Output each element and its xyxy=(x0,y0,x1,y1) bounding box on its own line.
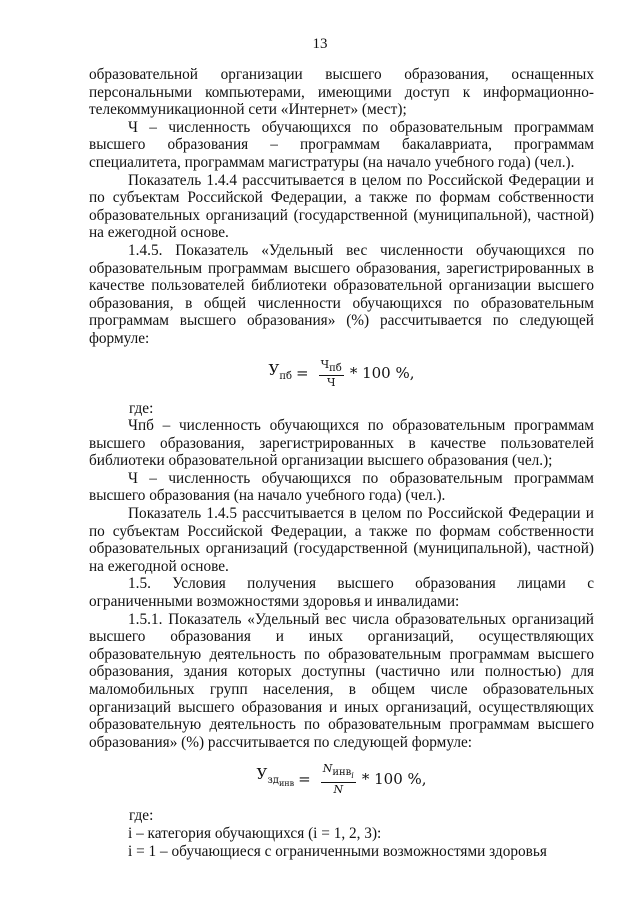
paragraph-indicator-1-5-1: 1.5.1. Показатель «Удельный вес числа образовательных организаций высшего образования и иных организаций, осуществляющих образовательную деятельность по образовательным программам высшего образования, здания которых доступны (частично или полностью) для маломобильных групп населения, в общем числе образовательных организаций высшего образования и иных организаций, осуществляющих образовательную деятельность по образовательным программам высшего образования» (%) рассчитывается по следующей формуле: xyxy=(89,610,594,751)
formula-numerator: $Ч_{пб}$ xyxy=(320,357,342,375)
formula-lhs: $У_{зд_{инв}}$ xyxy=(256,765,295,789)
formula-library-users: $У_{пб}$ = $\frac{Ч_{пб}}{Ч}$ * 100 %, xyxy=(268,357,415,390)
formula-rhs: * 100 %, xyxy=(349,363,415,382)
document-body xyxy=(89,66,594,860)
paragraph-ch-definition: Ч – численность обучающихся по образовательным программам высшего образования – программам бакалавриата, программам специалитета, программам магистратуры (на начало учебного года) (чел.). xyxy=(89,118,594,171)
formula-rhs: * 100 %, xyxy=(361,769,427,788)
formula-lhs: $У_{пб}$ xyxy=(268,360,293,382)
page-number: 13 xyxy=(312,36,328,52)
paragraph-continuation: образовательной организации высшего образования, оснащенных персональными компьютерами, имеющими доступ к информационно-телекоммуникационной сети «Интернет» (мест); xyxy=(89,66,594,119)
formula-numerator: $N_{инв_i}$ xyxy=(321,762,356,783)
formula-denominator: Ч xyxy=(326,376,336,390)
paragraph-category-i: i – категория обучающихся (i = 1, 2, 3): xyxy=(128,824,382,842)
paragraph-indicator-1-4-5-note: Показатель 1.4.5 рассчитывается в целом по Российской Федерации и по субъектам Российской Федерации, а также по формам собственности образовательных организаций (государственной (муниципальной), частной) на ежегодной основе. xyxy=(89,505,594,575)
paragraph-chpb-definition: Чпб – численность обучающихся по образовательным программам высшего образования, зарегистрированных в качестве пользователей библиотеки образовательной организации высшего образования (чел.); xyxy=(89,417,594,470)
where-label: где: xyxy=(129,807,154,825)
formula-fraction xyxy=(321,762,356,796)
paragraph-indicator-1-4-5: 1.4.5. Показатель «Удельный вес численности обучающихся по образовательным программам высшего образования, зарегистрированных в качестве пользователей библиотеки образовательной организации высшего образования, в общей численности обучающихся по образовательным программам высшего образования» (%) рассчитывается по следующей формуле: xyxy=(89,241,594,347)
paragraph-category-1: i = 1 – обучающиеся с ограниченными возможностями здоровья xyxy=(128,842,547,860)
where-label: где: xyxy=(129,399,154,417)
formula-denominator: N xyxy=(333,783,344,797)
paragraph-indicator-1-4-4-note: Показатель 1.4.4 рассчитывается в целом по Российской Федерации и по субъектам Российской Федерации, а также по формам собственности образовательных организаций (государственной (муниципальной), частной) на ежегодной основе. xyxy=(89,171,594,242)
formula-accessible-buildings: $У_{зд_{инв}}$ = $\frac{N_{инв_i}}{N}$ * 100 %, xyxy=(256,762,427,797)
section-heading-1-5: 1.5. Условия получения высшего образования лицами с ограниченными возможностями здоровья и инвалидами: xyxy=(89,575,594,611)
formula-fraction xyxy=(319,358,344,389)
paragraph-ch-definition-2: Ч – численность обучающихся по образовательным программам высшего образования (на начало учебного года) (чел.). xyxy=(89,469,594,505)
